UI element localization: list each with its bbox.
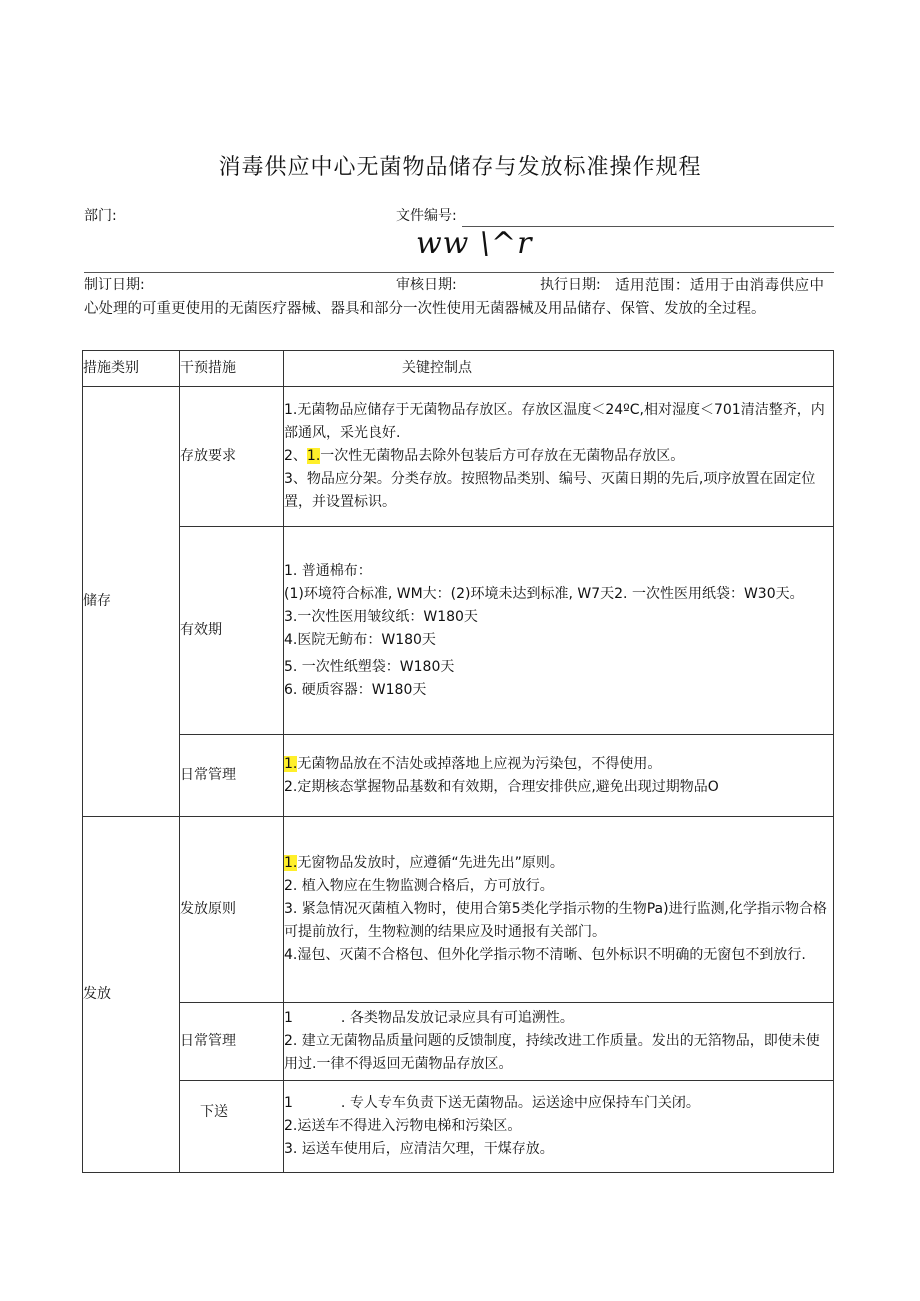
point-body: 无菌物品放在不洁处或掉落地上应视为污染包，不得使用。 <box>297 755 662 772</box>
table-row <box>83 735 834 817</box>
point-body: 一次性无菌物品去除外包装后方可存放在无菌物品存放区。 <box>320 448 685 464</box>
point-text <box>284 445 833 468</box>
category-dispatch: 发放 <box>83 817 180 1173</box>
doc-number-label: 文件编号: <box>396 208 457 224</box>
effective-date-label: 执行日期: <box>540 277 601 293</box>
point-text: 2.定期核态掌握物品基数和有效期，合理安排供应,避免出现过期物品O <box>284 778 719 795</box>
measure-storage-requirements: 存放要求 <box>180 387 284 527</box>
point-text <box>284 753 833 776</box>
point-body: . 专人专车负责下送无菌物品。运送途中应保持车门关闭。 <box>340 1095 700 1111</box>
measure-delivery: 下送 <box>180 1081 284 1173</box>
table-row <box>83 817 834 1003</box>
created-date-label: 制订日期: <box>84 277 145 293</box>
header-control-points: 关键控制点 <box>284 351 834 387</box>
control-points-daily-management <box>284 735 834 817</box>
measure-dispatch-principle: 发放原则 <box>180 817 284 1003</box>
measure-daily-management: 日常管理 <box>180 735 284 817</box>
point-text: 2. 建立无菌物品质量问题的反馈制度，持续改进工作质量。发出的无箔物品，即使未使用过.一律不得返回无菌物品存放区。 <box>284 1033 820 1072</box>
table-header-row <box>83 351 834 387</box>
point-body: 无窗物品发放时，应遵循“先进先出”原则。 <box>297 855 564 871</box>
point-text: 2. 植入物应在生物监测合格后，方可放行。 <box>284 878 554 894</box>
point-text: 3. 运送车使用后，应清洁欠理，干煤存放。 <box>284 1141 554 1157</box>
point-prefix: 2、 <box>284 448 307 464</box>
review-date-label: 审核日期: <box>396 277 457 293</box>
header-category: 措施类别 <box>83 351 180 387</box>
point-number: 1 <box>284 1010 293 1026</box>
table-row <box>83 1081 834 1173</box>
point-text: 1.无菌物品应储存于无菌物品存放区。存放区温度＜24ºC,相对湿度＜701清洁整齐，内部通风，采光良好. <box>284 402 825 441</box>
point-text: 4.湿包、灭菌不合格包、但外化学指示物不清晰、包外标识不明确的无窗包不到放行. <box>284 947 806 963</box>
header-divider <box>84 272 834 273</box>
table-row <box>83 1003 834 1081</box>
point-text: 3、物品应分架。分类存放。按照物品类别、编号、灭菌日期的先后,项序放置在固定位置，并设置标识。 <box>284 471 816 510</box>
point-text: 1. 普通棉布： <box>284 562 372 579</box>
point-text <box>284 1092 833 1115</box>
table-row <box>83 387 834 527</box>
table-row <box>83 527 834 735</box>
point-text: 2.运送车不得进入污物电梯和污染区。 <box>284 1118 522 1134</box>
point-text: 5. 一次性纸塑袋：W180天 <box>284 658 455 675</box>
department-label: 部门: <box>84 208 117 224</box>
control-points-dispatch-principle <box>284 817 834 1003</box>
point-text: 6. 硬质容器：W180天 <box>284 681 427 698</box>
point-text <box>284 1007 833 1030</box>
doc-number-value: ww \^r <box>416 226 533 261</box>
measure-validity: 有效期 <box>180 527 284 735</box>
control-points-delivery <box>284 1081 834 1173</box>
point-text: 4.医院无鲂布：W180天 <box>284 631 436 648</box>
measure-dispatch-daily-management: 日常管理 <box>180 1003 284 1081</box>
category-storage: 储存 <box>83 387 180 817</box>
point-body: . 各类物品发放记录应具有可追溯性。 <box>340 1010 574 1026</box>
document-title: 消毒供应中心无菌物品储存与发放标准操作规程 <box>218 155 702 180</box>
header-measure: 干预措施 <box>180 351 284 387</box>
point-text <box>284 852 833 875</box>
highlight-mark: 1. <box>284 855 298 871</box>
sop-table <box>82 350 834 1173</box>
point-text: 3.一次性医用皱纹纸：W180天 <box>284 608 478 625</box>
point-number: 1 <box>284 1095 293 1111</box>
scope-text: 适用范围：适用于由消毒供应中心处理的可重更使用的无菌医疗器械、器具和部分一次性使用无菌器械及用品储存、保管、发放的全过程。 <box>84 278 824 317</box>
point-text: (1)环境符合标准, WM大：(2)环境未达到标准, W7天2. 一次性医用纸袋：W30天。 <box>284 585 804 602</box>
point-text: 3. 紧急情况灭菌植入物时，使用合第5类化学指示物的生物Pa)进行监测,化学指示物合格可提前放行，生物粒测的结果应及时通报有关部门。 <box>284 901 828 940</box>
control-points-dispatch-daily-management <box>284 1003 834 1081</box>
control-points-validity <box>284 527 834 735</box>
highlight-mark: 1. <box>306 448 321 464</box>
highlight-mark: 1. <box>284 755 298 772</box>
control-points-storage-requirements <box>284 387 834 527</box>
